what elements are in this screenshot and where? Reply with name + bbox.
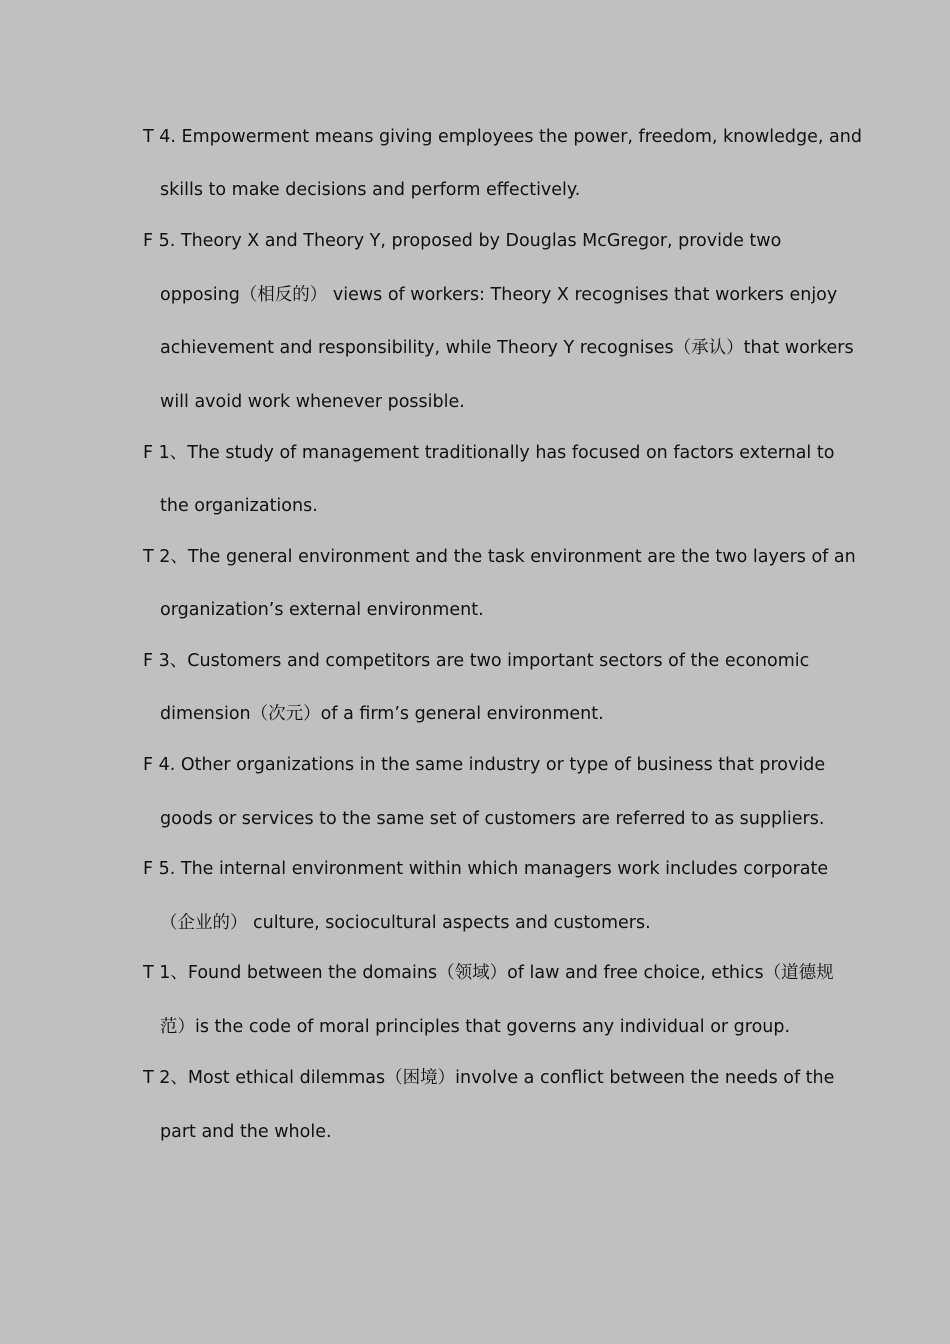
statement-line: F 5. The internal environment within which managers work includes corporate bbox=[143, 859, 829, 879]
statement-line: F 4. Other organizations in the same industry or type of business that provide bbox=[143, 755, 826, 775]
statement-line: （企业的） culture, sociocultural aspects and customers. bbox=[160, 913, 651, 933]
statement-line: F 1、The study of management traditionally has focused on factors external to bbox=[143, 443, 835, 463]
statement-line: achievement and responsibility, while Theory Y recognises（承认）that workers bbox=[160, 338, 854, 358]
statement-line: T 2、Most ethical dilemmas（困境）involve a conflict between the needs of the bbox=[143, 1068, 835, 1088]
statement-line: F 3、Customers and competitors are two important sectors of the economic bbox=[143, 651, 810, 671]
statement-line: part and the whole. bbox=[160, 1122, 332, 1142]
statement-line: 范）is the code of moral principles that governs any individual or group. bbox=[160, 1017, 791, 1037]
statement-line: F 5. Theory X and Theory Y, proposed by Douglas McGregor, provide two bbox=[143, 231, 782, 251]
statement-line: dimension（次元）of a firm’s general environment. bbox=[160, 704, 604, 724]
statement-line: T 4. Empowerment means giving employees the power, freedom, knowledge, and bbox=[143, 127, 862, 147]
statement-line: goods or services to the same set of customers are referred to as suppliers. bbox=[160, 809, 825, 829]
statement-line: opposing（相反的） views of workers: Theory X recognises that workers enjoy bbox=[160, 285, 838, 305]
statement-line: skills to make decisions and perform effectively. bbox=[160, 180, 581, 200]
statement-line: will avoid work whenever possible. bbox=[160, 392, 465, 412]
statement-line: T 1、Found between the domains（领域）of law and free choice, ethics（道德规 bbox=[143, 963, 834, 983]
statement-line: T 2、The general environment and the task environment are the two layers of an bbox=[143, 547, 856, 567]
statement-line: the organizations. bbox=[160, 496, 318, 516]
statement-line: organization’s external environment. bbox=[160, 600, 484, 620]
